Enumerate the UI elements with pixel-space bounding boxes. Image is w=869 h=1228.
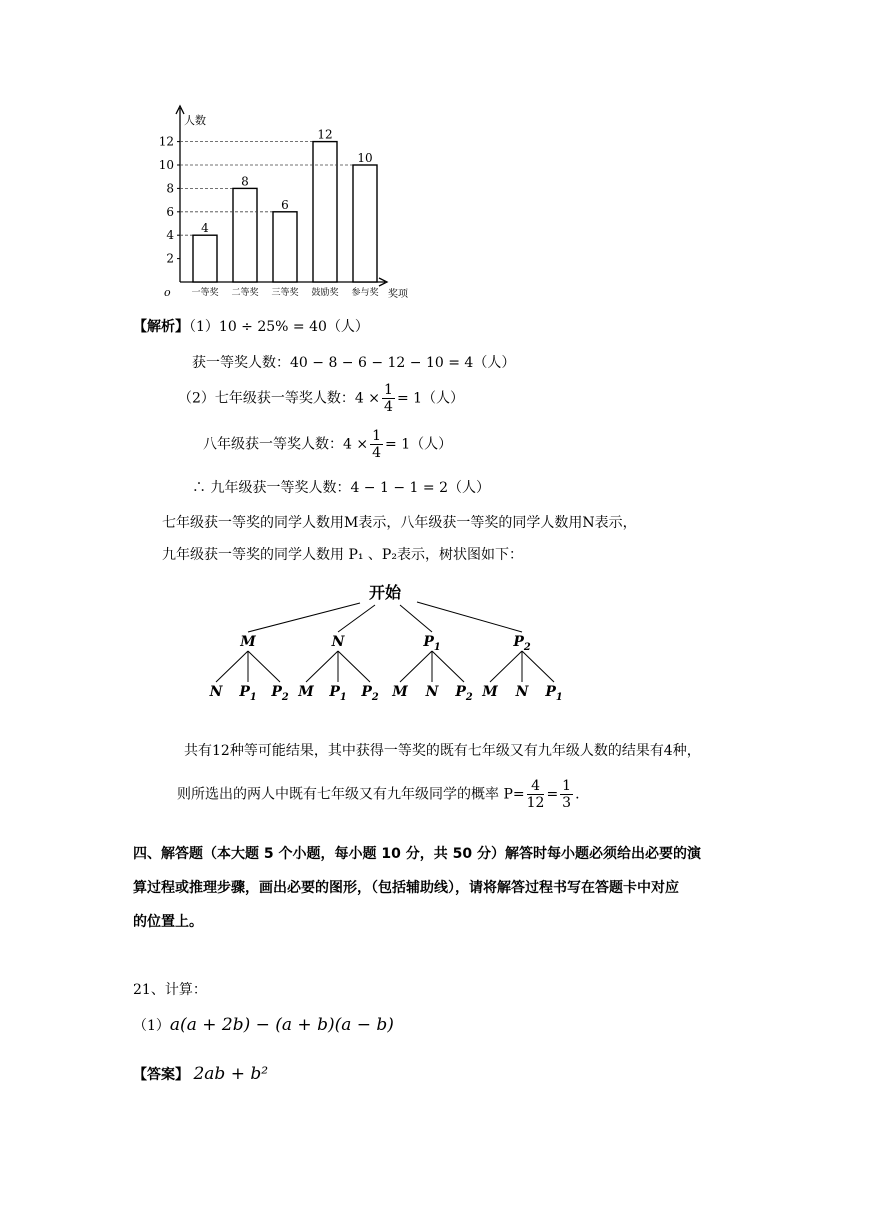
x-tick-label: 一等奖: [191, 288, 219, 298]
tree-branch: [338, 605, 375, 632]
tree-node-level2: $P_2$: [361, 684, 379, 703]
fraction-one-quarter: $\frac{1}{4}$: [372, 428, 382, 461]
q21-title: 21、计算：: [133, 982, 207, 998]
x-tick-label: 参与奖: [351, 288, 379, 298]
tree-node-level2: $P_1$: [545, 684, 563, 703]
bar-data-label: 12: [317, 127, 333, 142]
y-tick-label: 6: [166, 204, 174, 219]
bar: [353, 165, 377, 282]
tree-diagram: [195, 578, 585, 708]
analysis-line-9: 则所选出的两人中既有七年级又有九年级同学的概率 P= $\frac{4}{12}$ = $\frac{1}{3}$ .: [177, 778, 580, 811]
tree-node-level2: $P_2$: [455, 684, 473, 703]
answer-expression: 2ab + b²: [193, 1064, 269, 1084]
tree-node-level2: $P_2$: [271, 684, 289, 703]
tree-node-level1: M: [240, 634, 256, 650]
answer-label: 【答案】: [133, 1067, 189, 1083]
bar: [193, 235, 217, 282]
analysis-line-6: 七年级获一等奖的同学人数用M表示，八年级获一等奖的同学人数用N表示，: [162, 515, 637, 531]
x-tick-label: 三等奖: [271, 288, 299, 298]
bar-data-label: 10: [357, 151, 373, 165]
expr-total: 10 ÷ 25% = 40: [218, 319, 327, 335]
analysis-line-5: ∴ 九年级获一等奖人数：4 − 1 − 1 = 2（人）: [192, 480, 490, 496]
tree-branch: [216, 651, 248, 682]
tree-node-level2: N: [515, 684, 529, 700]
analysis-line-8: 共有12种等可能结果，其中获得一等奖的既有七年级又有九年级人数的结果有4种，: [184, 743, 701, 759]
y-axis-label: 人数: [184, 114, 206, 127]
tree-branch: [338, 651, 370, 682]
tree-branch: [522, 651, 554, 682]
y-tick-label: 10: [158, 158, 174, 172]
tree-branch: [432, 651, 464, 682]
section4-line-3: 的位置上。: [133, 914, 203, 930]
tree-node-level2: M: [482, 684, 498, 700]
y-tick-label: 12: [158, 134, 174, 149]
tree-node-level1: $P_2$: [513, 634, 531, 653]
analysis-line-7: 九年级获一等奖的同学人数用 P₁ 、P₂表示，树状图如下：: [162, 547, 523, 563]
tree-branch: [306, 651, 338, 682]
tree-node-level2: $P_1$: [329, 684, 347, 703]
bar-chart: [140, 100, 430, 305]
origin-label: o: [164, 286, 171, 299]
bar-data-label: 6: [281, 197, 289, 212]
tree-node-level2: M: [298, 684, 314, 700]
bar: [273, 212, 297, 282]
y-tick-label: 2: [166, 251, 174, 266]
bar: [313, 142, 337, 282]
x-tick-label: 二等奖: [231, 288, 259, 298]
x-axis-label: 奖项: [388, 289, 408, 300]
analysis-line-2: 获一等奖人数：40 − 8 − 6 − 12 − 10 = 4（人）: [192, 355, 516, 371]
q21-answer: [133, 1064, 268, 1084]
analysis-heading: 【解析】: [133, 319, 189, 335]
tree-node-level2: N: [209, 684, 223, 700]
tree-branch: [248, 651, 280, 682]
bar: [233, 188, 257, 282]
analysis-line-3: （2）七年级获一等奖人数：4 × $\frac{1}{4}$ = 1（人）: [178, 382, 465, 415]
tree-branch: [400, 651, 432, 682]
y-tick-label: 8: [166, 181, 174, 196]
tree-node-level1: $P_1$: [423, 634, 441, 653]
tree-node-level2: $P_1$: [239, 684, 257, 703]
q21-part1: （1）a(a + 2b) − (a + b)(a − b): [133, 1015, 394, 1035]
fraction-one-third: $\frac{1}{3}$: [562, 778, 572, 811]
fraction-four-twelfths: $\frac{4}{12}$: [526, 778, 545, 811]
tree-branch: [417, 602, 522, 632]
tree-branch: [490, 651, 522, 682]
tree-root-label: 开始: [368, 583, 402, 602]
tree-node-level2: M: [392, 684, 408, 700]
section4-line-1: 四、解答题（本大题 5 个小题，每小题 10 分，共 50 分）解答时每小题必须给出必要的演: [133, 846, 701, 862]
q21-expression: a(a + 2b) − (a + b)(a − b): [169, 1015, 394, 1035]
analysis-line-1: 【解析】（1）10 ÷ 25% = 40（人）: [133, 319, 369, 335]
bar-data-label: 8: [241, 174, 249, 189]
analysis-line-4: 八年级获一等奖人数：4 × $\frac{1}{4}$ = 1（人）: [203, 428, 453, 461]
y-tick-label: 4: [166, 228, 174, 243]
tree-branch: [400, 605, 432, 632]
section4-line-2: 算过程或推理步骤，画出必要的图形，（包括辅助线），请将解答过程书写在答题卡中对应: [133, 880, 679, 896]
fraction-one-quarter: $\frac{1}{4}$: [384, 382, 393, 415]
tree-node-level2: N: [425, 684, 439, 700]
bar-data-label: 4: [201, 221, 209, 236]
x-tick-label: 鼓励奖: [311, 288, 339, 298]
tree-node-level1: N: [331, 634, 345, 650]
